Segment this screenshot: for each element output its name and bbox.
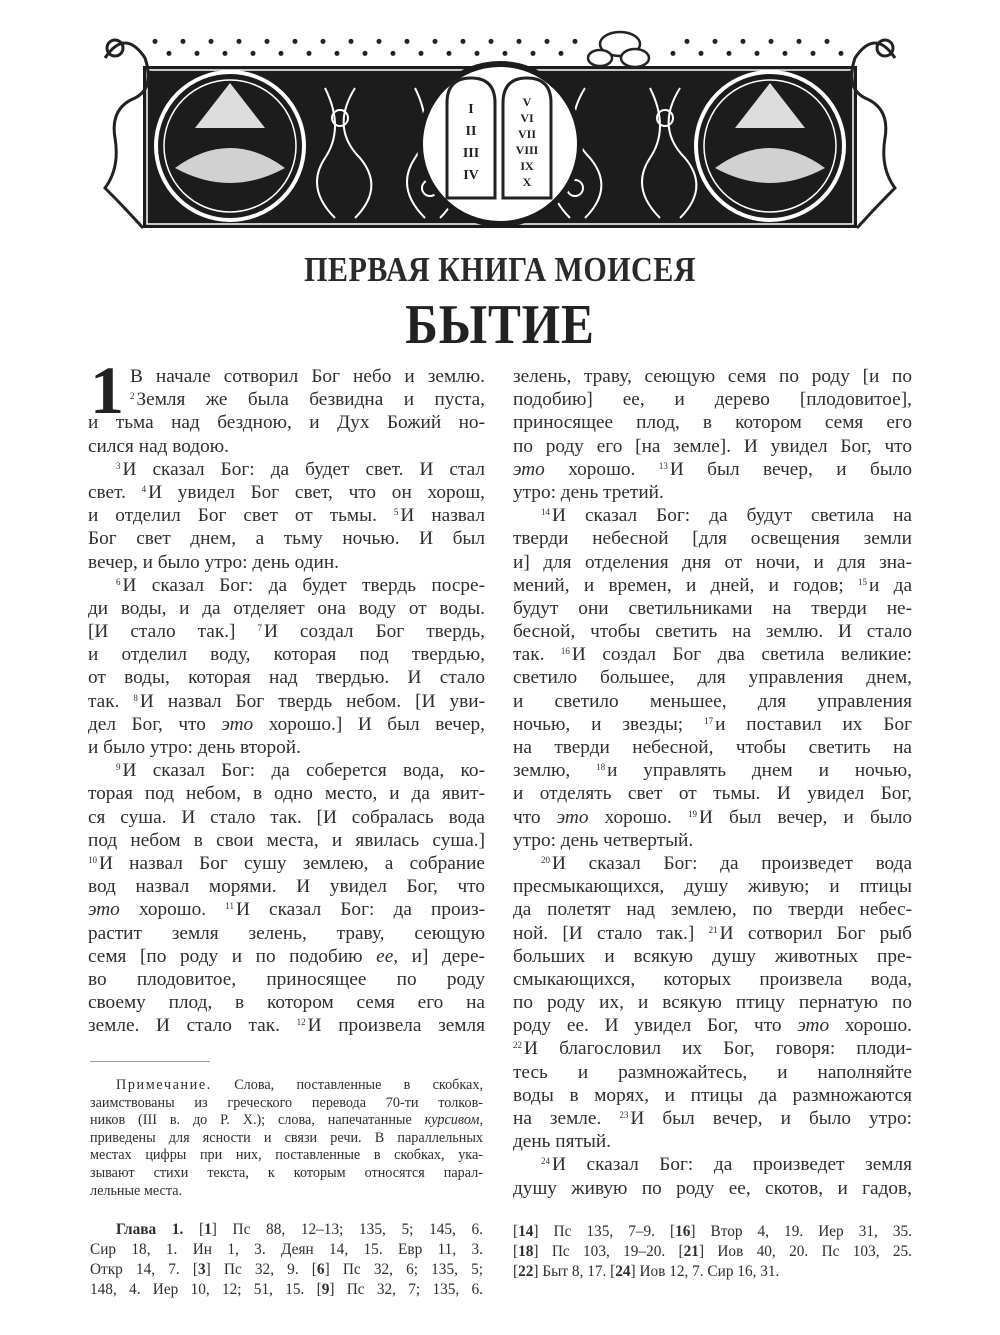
text-line — [513, 1262, 912, 1282]
text-span: ся суша. И стало так. [И собралась вода — [88, 806, 485, 828]
text-span: зелень, траву, сеющую семя по роду [и по — [513, 366, 912, 387]
text-span: на земле. — [513, 1108, 620, 1129]
text-line — [88, 806, 485, 829]
text-line — [513, 365, 912, 388]
text-span: тесь и размножайтесь, и наполняйте — [513, 1061, 912, 1083]
text-line — [513, 1222, 912, 1242]
text-span: ди воды, и да отделяет она воду от воды. — [88, 597, 485, 619]
text-span: так. — [513, 644, 561, 666]
text-span: Бог свет днем, а тьму ночью. И был — [88, 528, 485, 550]
text-span: землю, — [513, 760, 597, 782]
verse-number: 12 — [296, 1017, 306, 1028]
tablet-numeral: VII — [517, 127, 537, 141]
text-span: тверди небесной [для освещения земли — [513, 528, 912, 550]
verse-number: 13 — [658, 460, 668, 471]
text-line — [513, 1130, 912, 1153]
text-line — [513, 1177, 912, 1200]
book-subtitle: ПЕРВАЯ КНИГА МОИСЕЯ — [304, 250, 696, 289]
text-span: вечер, и было утро: день один. — [88, 551, 340, 573]
text-span: во плодовитое, приносящее по роду — [88, 968, 485, 990]
text-column-left — [88, 365, 485, 1037]
text-span: и да — [869, 574, 912, 596]
text-line — [90, 1183, 483, 1201]
text-span: И назвал — [400, 505, 486, 527]
text-span: под небом в свои места, и явилась суша.] — [88, 829, 485, 851]
text-span: и управлять днем и ночью, — [607, 760, 912, 782]
text-span: заимствованы из греческого перевода 70-ти толков- — [90, 1094, 483, 1111]
text-span: ] Пс 32, 7; 135, 6. — [329, 1281, 483, 1298]
verse-number: 4 — [141, 483, 147, 494]
text-span: И был вечер, и было утро: — [630, 1108, 912, 1129]
text-span: И сказал Бог: да произ- — [235, 899, 485, 921]
text-line — [88, 504, 485, 527]
text-span: , — [479, 1112, 483, 1129]
verse-number: 20 — [541, 854, 550, 865]
text-span: вод назвал морями. И увидел Бог, что — [88, 876, 485, 898]
text-line — [88, 829, 485, 852]
text-span: [И стало так.] — [88, 621, 258, 643]
text-line — [88, 620, 485, 643]
verse-number: 6 — [116, 576, 121, 587]
text-span: ] Пс 103, 19–20. [ — [533, 1243, 684, 1260]
text-line — [88, 597, 485, 620]
top-flower — [588, 32, 649, 67]
text-span: ] Втор 4, 19. Иер 31, 35. — [690, 1223, 912, 1240]
text-span: будут они светильниками на тверди не- — [513, 597, 912, 619]
bold-text: 6 — [316, 1261, 325, 1278]
text-span: зывают стихи текста, к которым относятся парал- — [90, 1164, 483, 1181]
text-line — [513, 435, 912, 458]
text-span: дел Бог, что — [88, 713, 222, 735]
text-line — [88, 875, 485, 898]
text-span: и светило меньшее, для управления — [513, 690, 912, 712]
text-span: день пятый. — [513, 1131, 612, 1153]
bold-text: 14 — [518, 1223, 534, 1240]
verse-number: 3 — [116, 460, 121, 471]
text-line — [513, 597, 912, 620]
text-line — [90, 1240, 483, 1260]
italic-text: это — [88, 899, 120, 921]
text-line — [513, 736, 912, 759]
medallion-tablets-of-law — [420, 64, 580, 224]
text-span: ] Иов 40, 20. Пс 103, 25. — [698, 1243, 912, 1260]
text-line — [513, 713, 912, 736]
parallel-references-right — [513, 1222, 912, 1282]
italic-text: это — [556, 806, 589, 828]
text-line — [90, 1260, 483, 1280]
text-span: торая под небом, в одно место, и да явит- — [88, 783, 485, 805]
text-span: В начале сотворил Бог небо и землю. — [130, 366, 485, 387]
text-span: ] Пс 88, 12–13; 135, 5; 145, 6. — [211, 1221, 483, 1238]
text-line — [513, 829, 912, 852]
parallel-references-left — [90, 1220, 483, 1300]
text-span: ночью, и звезды; — [513, 713, 705, 735]
bold-text: 3 — [197, 1261, 206, 1278]
text-span: [ — [513, 1223, 519, 1240]
text-line — [513, 898, 912, 921]
spaced-text: Примечание. — [116, 1077, 212, 1093]
verse-number: 17 — [704, 715, 714, 726]
verse-number: 18 — [596, 762, 606, 773]
chapter-number: 1 — [90, 352, 124, 428]
text-span: Сир 18, 1. Ин 1, 3. Деян 14, 15. Евр 11, 3. — [90, 1241, 483, 1258]
text-line — [513, 666, 912, 689]
text-line — [513, 1061, 912, 1084]
text-span: И был вечер, и было — [698, 806, 912, 828]
text-line — [90, 1095, 483, 1113]
text-span: что — [513, 806, 557, 828]
text-line — [88, 736, 485, 759]
text-line — [513, 1153, 912, 1176]
text-line — [513, 458, 912, 481]
text-span: и поставил их Бог — [715, 713, 912, 735]
text-line — [88, 945, 485, 968]
text-span: И создал Бог два светила великие: — [571, 644, 912, 666]
text-span: приносящее плод, в котором семя его — [513, 412, 912, 434]
text-span: И создал Бог твердь, — [263, 621, 486, 643]
tablet-numeral: III — [462, 146, 480, 161]
dotted-top-border — [153, 39, 844, 56]
tablet-numeral: VI — [520, 111, 534, 125]
text-line — [513, 690, 912, 713]
text-span: и] для отделения дня от ночи, и для зна- — [513, 551, 912, 573]
verse-number: 23 — [619, 1110, 629, 1120]
text-span: И благословил их Бог, говоря: плоди- — [524, 1038, 912, 1060]
text-line — [513, 945, 912, 968]
text-span: хорошо. — [829, 1015, 912, 1037]
text-span: Откр 14, 7. [ — [90, 1261, 198, 1278]
text-span: земле. И стало так. — [88, 1015, 297, 1037]
text-span: Слова, поставленные в скобках, — [211, 1077, 483, 1093]
text-line — [513, 574, 912, 597]
text-line — [513, 922, 912, 945]
text-line — [88, 481, 485, 504]
text-span: ] Иов 12, 7. Сир 16, 31. — [630, 1263, 780, 1280]
text-line — [513, 527, 912, 550]
text-span: и было утро: день второй. — [88, 737, 301, 758]
text-span: И сказал Бог: да будет свет. И стал — [122, 458, 485, 480]
tablet-numeral: IX — [520, 159, 534, 173]
bold-text: 1 — [204, 1221, 212, 1238]
text-line — [513, 388, 912, 411]
text-span: утро: день четвертый. — [513, 829, 694, 851]
verse-number: 11 — [225, 901, 234, 912]
text-span: светило большее, для управления днем, — [513, 667, 912, 689]
text-span: ] Пс 135, 7–9. [ — [533, 1223, 676, 1240]
text-line — [88, 852, 485, 875]
text-line — [88, 690, 485, 713]
text-span: ников (III в. до Р. Х.); слова, напечатанные — [90, 1112, 425, 1129]
text-span: хорошо. — [588, 806, 688, 828]
medallion-left — [156, 72, 304, 220]
text-line — [513, 1084, 912, 1107]
text-span: ] Быт 8, 17. [ — [533, 1263, 616, 1280]
text-line — [513, 620, 912, 643]
text-span: И был вечер, и было — [669, 458, 912, 480]
text-line — [88, 759, 485, 782]
text-line — [513, 643, 912, 666]
text-span: И сказал Бог: да будут светила на — [552, 505, 912, 527]
text-span: от воды, которая над твердью. И стало — [88, 667, 485, 689]
text-span: [ — [183, 1221, 205, 1238]
tablet-numeral: X — [522, 175, 532, 189]
text-line — [88, 968, 485, 991]
bold-text: 22 — [518, 1263, 534, 1280]
text-span: И сказал Бог: да будет твердь посре- — [122, 574, 485, 596]
text-span: хорошо. — [544, 458, 659, 480]
text-span: И сказал Бог: да соберется вода, ко- — [122, 760, 485, 782]
text-span: местах цифры при них, поставленные в скобках, ука- — [90, 1147, 483, 1164]
text-span: мений, и времен, и дней, и годов; — [513, 574, 859, 596]
text-column-right — [513, 365, 912, 1200]
text-line — [88, 527, 485, 550]
italic-text: ее — [376, 945, 394, 967]
text-span: лельные места. — [90, 1182, 183, 1199]
verse-number: 8 — [133, 692, 138, 703]
book-title: БЫТИЕ — [405, 294, 595, 356]
verse-number: 7 — [257, 623, 262, 634]
verse-number: 16 — [560, 646, 570, 657]
text-span: , и] дере- — [393, 945, 485, 967]
text-line — [88, 898, 485, 921]
verse-number: 21 — [708, 924, 718, 935]
text-span: утро: день третий. — [513, 481, 664, 503]
verse-number: 5 — [393, 507, 399, 518]
text-line — [90, 1130, 483, 1148]
text-line — [88, 551, 485, 574]
verse-number: 24 — [541, 1156, 550, 1167]
text-span: воды в морях, и птицы да размножаются — [513, 1084, 912, 1106]
text-line — [513, 551, 912, 574]
italic-text: это — [797, 1015, 830, 1037]
side-scroll-left — [105, 40, 148, 228]
text-line — [513, 991, 912, 1014]
text-span: и тьма над бездною, и Дух Божий но- — [88, 412, 485, 434]
text-span: больших и всякую душу животных пре- — [513, 945, 912, 967]
text-line — [513, 759, 912, 782]
text-line — [513, 481, 912, 504]
verse-number: 15 — [858, 576, 868, 587]
text-span: И увидел Бог свет, что он хорош, — [148, 481, 485, 503]
text-span: хорошо. — [119, 899, 226, 921]
text-line — [513, 782, 912, 805]
text-span: смыкающихся, которых произвела вода, — [513, 968, 912, 990]
text-span: 148, 4. Иер 10, 12; 51, 15. [ — [90, 1281, 322, 1298]
text-line — [88, 435, 485, 458]
text-span: да полетят над землею, по тверди небес- — [513, 899, 912, 921]
text-line — [513, 875, 912, 898]
text-span: И назвал Бог сушу землею, а собрание — [99, 852, 485, 874]
bold-text: 24 — [615, 1263, 631, 1280]
footnote-divider — [90, 1061, 210, 1062]
text-line — [88, 643, 485, 666]
decorative-header-ornament — [95, 18, 905, 230]
text-line — [90, 1147, 483, 1165]
medallion-right — [696, 72, 844, 220]
text-span: И назвал Бог твердь небом. [И уви- — [139, 690, 485, 712]
text-span: сился над водою. — [88, 435, 229, 457]
text-line — [88, 458, 485, 481]
tablet-numeral: IV — [463, 168, 479, 183]
text-span: так. — [88, 690, 134, 712]
text-span: [ — [513, 1263, 519, 1280]
text-line — [513, 504, 912, 527]
text-span: И сказал Бог: да произведет земля — [552, 1154, 912, 1176]
text-line — [88, 574, 485, 597]
italic-text: курсивом — [424, 1112, 480, 1129]
text-span: по роду его [на земле]. И увидел Бог, что — [513, 435, 912, 457]
text-span: приведены для ясности и связи речи. В параллельных — [90, 1129, 483, 1146]
text-line — [88, 782, 485, 805]
text-span: [ — [513, 1243, 519, 1260]
text-line — [88, 922, 485, 945]
tablet-numeral: V — [522, 95, 532, 109]
text-line — [513, 1014, 912, 1037]
verse-number: 19 — [687, 808, 697, 819]
text-line — [88, 388, 485, 411]
text-span: И сказал Бог: да произведет вода — [552, 852, 912, 874]
verse-number: 9 — [116, 762, 121, 773]
bold-text: 18 — [518, 1243, 534, 1260]
text-span: ной. [И стало так.] — [513, 922, 709, 944]
text-span: ] Пс 32, 6; 135, 5; — [324, 1261, 483, 1278]
text-span: и отделил Бог свет от тьмы. — [88, 505, 394, 527]
tablet-numeral: I — [468, 102, 474, 117]
text-line — [513, 806, 912, 829]
text-span: своему плод, в котором семя его на — [88, 992, 485, 1014]
text-line — [88, 365, 485, 388]
text-line — [88, 991, 485, 1014]
bold-text: 21 — [683, 1243, 699, 1260]
tablet-numeral: II — [465, 124, 477, 139]
verse-number: 22 — [513, 1040, 522, 1051]
text-span: на тверди небесной, чтобы светить на — [513, 737, 912, 758]
text-span: бесной, чтобы светить на землю. И стало — [513, 621, 912, 643]
text-line — [90, 1077, 483, 1095]
italic-text: это — [513, 458, 545, 480]
text-line — [513, 1107, 912, 1130]
text-span: Земля же была безвидна и пуста, — [136, 389, 485, 411]
text-span: и отделять свет от тьмы. И увидел Бог, — [513, 783, 912, 805]
side-scroll-right — [852, 40, 895, 228]
text-span: роду ее. И увидел Бог, что — [513, 1015, 798, 1037]
verse-number: 2 — [130, 391, 135, 402]
bold-text: Глава 1. — [116, 1221, 184, 1238]
verse-number: 14 — [541, 507, 550, 518]
text-line — [513, 852, 912, 875]
text-line — [90, 1220, 483, 1240]
text-line — [90, 1112, 483, 1130]
text-line — [88, 666, 485, 689]
bold-text: 9 — [321, 1281, 330, 1298]
text-line — [88, 411, 485, 434]
text-span: душу живую по роду ее, скотов, и гадов, — [513, 1177, 912, 1199]
text-line — [88, 1014, 485, 1037]
text-span: растит земля зелень, траву, сеющую — [88, 922, 485, 944]
text-span: ] Пс 32, 9. [ — [205, 1261, 317, 1278]
text-span: семя [по роду и по подобию — [88, 945, 377, 967]
text-span: пресмыкающихся, душу живую; и птицы — [513, 876, 912, 898]
text-line — [513, 1242, 912, 1262]
editorial-note — [90, 1077, 483, 1200]
text-span: свет. — [88, 481, 142, 503]
text-span: по роду их, и всякую птицу пернатую по — [513, 992, 912, 1014]
text-span: и отделил воду, которая под твердью, — [88, 644, 485, 666]
bold-text: 16 — [675, 1223, 691, 1240]
text-line — [513, 411, 912, 434]
text-line — [88, 713, 485, 736]
italic-text: это — [221, 713, 254, 735]
text-span: И произвела земля — [307, 1015, 486, 1037]
tablet-numeral: VIII — [515, 143, 539, 157]
text-span: И сотворил Бог рыб — [719, 922, 912, 944]
text-line — [513, 1037, 912, 1060]
text-line — [513, 968, 912, 991]
text-span: хорошо.] И был вечер, — [253, 713, 485, 735]
text-span: подобию] ее, и дерево [плодовитое], — [513, 389, 912, 411]
verse-number: 10 — [88, 854, 97, 865]
text-line — [90, 1165, 483, 1183]
text-line — [90, 1280, 483, 1300]
